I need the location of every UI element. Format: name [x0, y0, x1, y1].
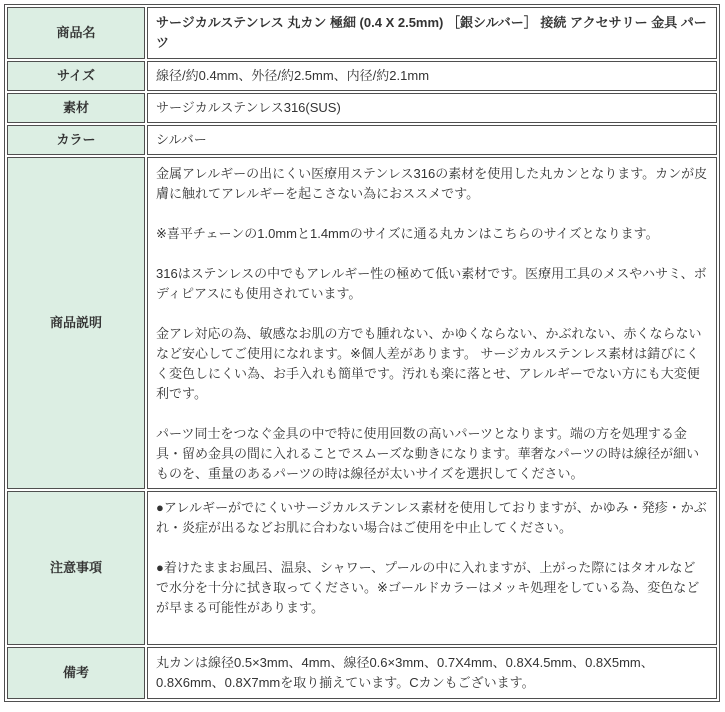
spec-label-description: 商品説明 — [7, 157, 145, 489]
spec-row-description — [7, 157, 717, 489]
spec-label-color: カラー — [7, 125, 145, 155]
spec-value-remarks: 丸カンは線径0.5×3mm、4mm、線径0.6×3mm、0.7X4mm、0.8X4.5mm、0.8X5mm、0.8X6mm、0.8X7mmを取り揃えています。Cカンもございます。 — [147, 647, 717, 699]
spec-label-size: サイズ — [7, 61, 145, 91]
spec-label-caution: 注意事項 — [7, 491, 145, 645]
description-paragraph: 316はステンレスの中でもアレルギー性の極めて低い素材です。医療用工具のメスやハサミ、ボディピアスにも使用されています。 — [156, 266, 707, 301]
description-paragraph: ※喜平チェーンの1.0mmと1.4mmのサイズに通る丸カンはこちらのサイズとなります。 — [156, 226, 659, 241]
spec-value-material: サージカルステンレス316(SUS) — [147, 93, 717, 123]
description-paragraph: パーツ同士をつなぐ金具の中で特に使用回数の高いパーツとなります。端の方を処理する金具・留め金具の間に入れることでスムーズな動きになります。華奢なパーツの時は線径が細いものを、重量のあるパーツの時は線径が太いサイズを選択してください。 — [156, 426, 700, 481]
spec-label-material: 素材 — [7, 93, 145, 123]
spec-row-caution — [7, 491, 717, 645]
spec-label-product-name: 商品名 — [7, 7, 145, 59]
spec-row-product-name — [7, 7, 717, 59]
spec-row-size — [7, 61, 717, 91]
spec-row-remarks — [7, 647, 717, 699]
spec-value-color: シルバー — [147, 125, 717, 155]
spec-value-size: 線径/約0.4mm、外径/約2.5mm、内径/約2.1mm — [147, 61, 717, 91]
description-paragraph: 金属アレルギーの出にくい医療用ステンレス316の素材を使用した丸カンとなります。カンが皮膚に触れてアレルギーを起こさない為におススメです。 — [156, 166, 708, 201]
spec-label-remarks: 備考 — [7, 647, 145, 699]
caution-paragraph: ●着けたままお風呂、温泉、シャワー、プールの中に入れますが、上がった際にはタオルなどで水分を十分に拭き取ってください。※ゴールドカラーはメッキ処理をしている為、変色などが早まる可能性があります。 — [156, 560, 700, 615]
spec-value-product-name: サージカルステンレス 丸カン 極細 (0.4 X 2.5mm) ［銀シルバー］ 接続 アクセサリー 金具 パーツ — [147, 7, 717, 59]
spec-value-caution — [147, 491, 717, 645]
caution-paragraph: ●アレルギーがでにくいサージカルステンレス素材を使用しておりますが、かゆみ・発疹・かぶれ・炎症が出るなどお肌に合わない場合はご使用を中止してください。 — [156, 500, 707, 535]
spec-row-material — [7, 93, 717, 123]
description-paragraph: 金アレ対応の為、敏感なお肌の方でも腫れない、かゆくならない、かぶれない、赤くならないなど安心してご使用になれます。※個人差があります。 サージカルステンレス素材は錆びにくく変色しにくい為、お手入れも簡単です。汚れも楽に落とせ、アレルギーでない方にも大変便利です。 — [156, 326, 702, 401]
product-spec-table — [4, 4, 720, 702]
spec-row-color — [7, 125, 717, 155]
spec-value-description — [147, 157, 717, 489]
